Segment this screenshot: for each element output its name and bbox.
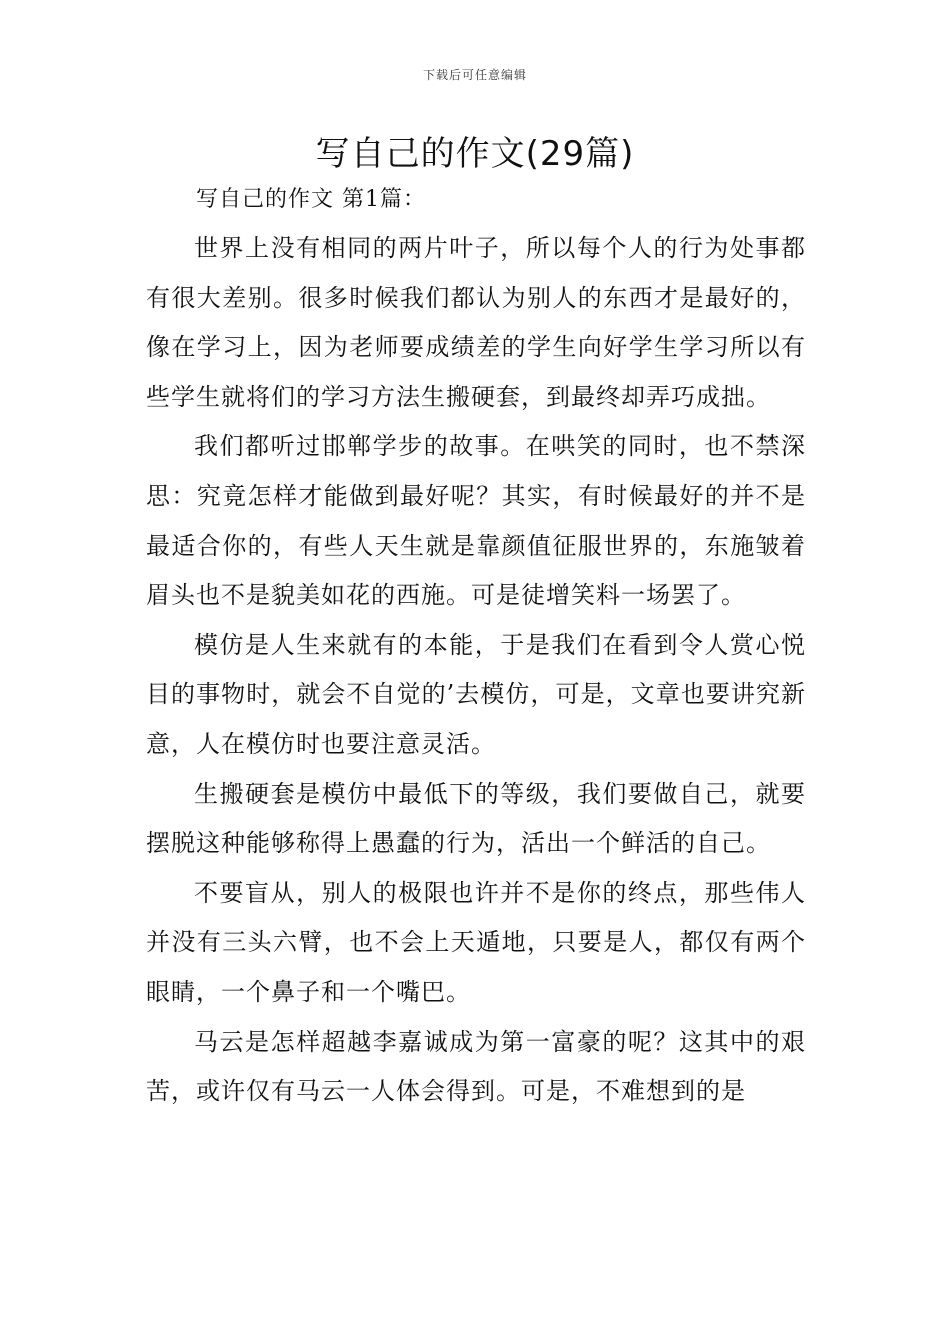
header-note: 下载后可任意编辑 <box>422 68 527 82</box>
paragraph: 生搬硬套是模仿中最低下的等级，我们要做自己，就要摆脱这种能够称得上愚蠢的行为，活出一个鲜活的自己。 <box>146 779 806 858</box>
paragraph: 不要盲从，别人的极限也许并不是你的终点，那些伟人并没有三头六臂，也不会上天遁地，只要是人，都仅有两个眼睛，一个鼻子和一个嘴巴。 <box>146 878 806 1006</box>
paragraph: 马云是怎样超越李嘉诚成为第一富豪的呢？这其中的艰苦，或许仅有马云一人体会得到。可是，不难想到的是 <box>146 1027 806 1106</box>
paragraph: 我们都听过邯郸学步的故事。在哄笑的同时，也不禁深思：究竟怎样才能做到最好呢？其实，有时候最好的并不是最适合你的，有些人天生就是靠颜值征服世界的，东施皱着眉头也不是貌美如花的西施。可是徒增笑料一场罢了。 <box>146 432 806 610</box>
section-heading: 写自己的作文 第1篇： <box>196 187 426 212</box>
paragraph: 模仿是人生来就有的本能，于是我们在看到令人赏心悦目的事物时，就会不自觉的’去模仿，可是，文章也要讲究新意，人在模仿时也要注意灵活。 <box>146 630 806 758</box>
body-text <box>146 224 806 1117</box>
document-title: 写自己的作文(29篇) <box>315 134 635 174</box>
paragraph: 世界上没有相同的两片叶子，所以每个人的行为处事都有很大差别。很多时候我们都认为别人的东西才是最好的，像在学习上，因为老师要成绩差的学生向好学生学习所以有些学生就将们的学习方法生搬硬套，到最终却弄巧成拙。 <box>146 234 806 411</box>
